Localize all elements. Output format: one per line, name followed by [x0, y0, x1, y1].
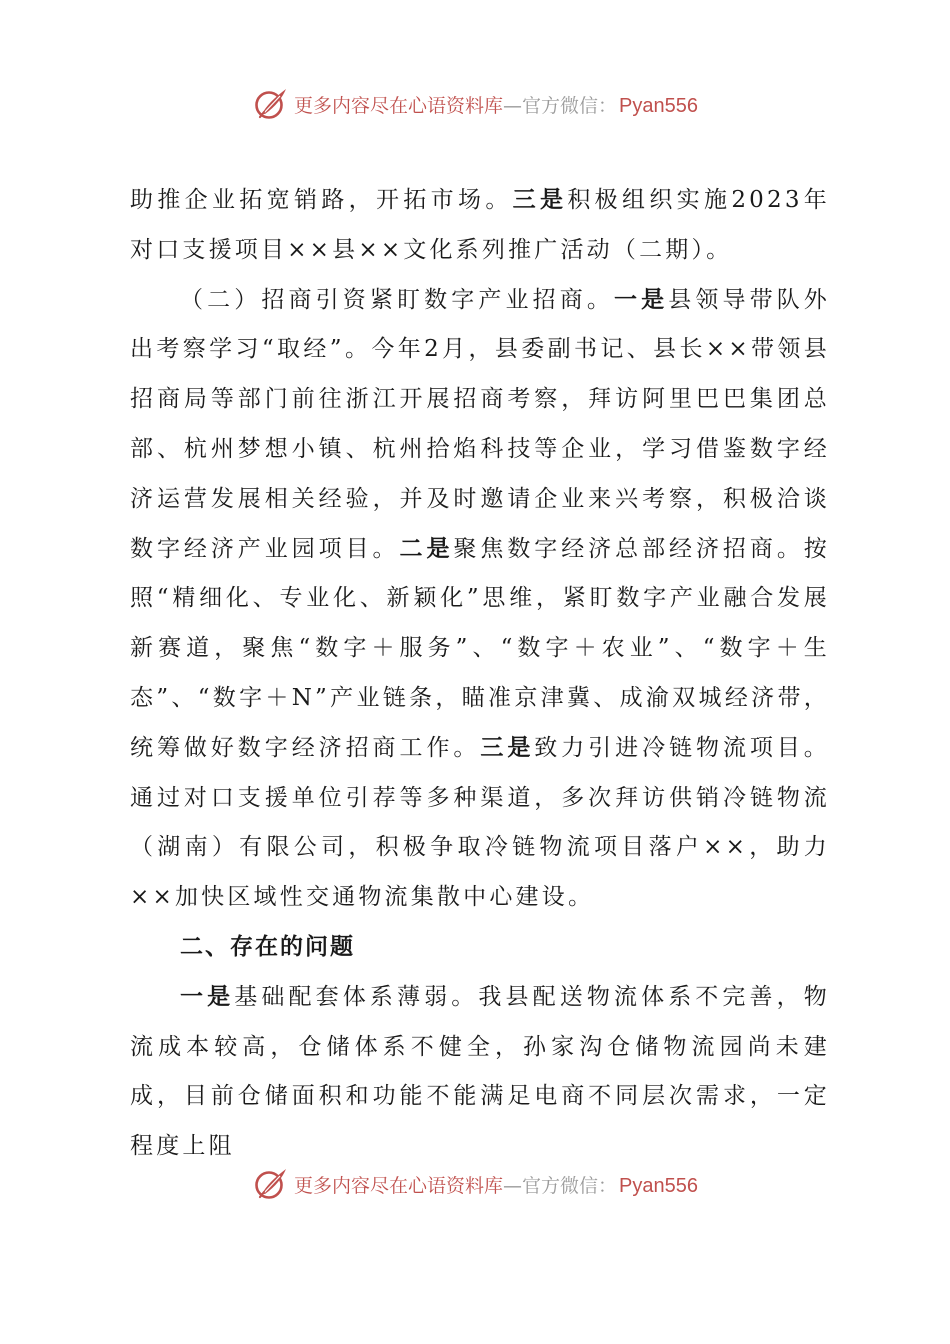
bold-lead: 三是 [480, 734, 535, 761]
banner-wechat-id: Pyan556 [619, 94, 698, 117]
paragraph-investment [130, 276, 830, 923]
bottom-watermark-banner [0, 1162, 950, 1206]
banner-main-text: 更多内容尽在心语资料库 [294, 94, 504, 117]
paragraph-text: 积极组织实施2023年对口支援项目××县××文化系列推广活动（二期）。 [130, 187, 830, 263]
banner-wechat-id: Pyan556 [619, 1174, 698, 1197]
bold-lead: 三是 [512, 187, 568, 213]
banner-dash: — [503, 94, 523, 117]
paragraph-text: 县领导带队外出考察学习“取经”。今年2月，县委副书记、县长××带领县招商局等部门前往浙江开展招商考察，拜访阿里巴巴集团总部、杭州梦想小镇、杭州拾焰科技等企业，学习借鉴数字经济运营发展相关经验，并及时邀请企业来兴考察，积极洽谈数字经济产业园项目。 [130, 286, 831, 562]
bold-lead: 一是 [613, 286, 669, 313]
feather-pen-logo-icon [252, 84, 292, 124]
section-heading-text: 二、存在的问题 [180, 933, 355, 960]
section-heading [130, 923, 830, 973]
bold-lead: 一是 [180, 983, 235, 1010]
paragraph-continuation [130, 176, 830, 276]
paragraph-text: 助推企业拓宽销路，开拓市场。 [130, 187, 513, 213]
banner-dash: — [503, 1174, 523, 1197]
banner-wechat-label: 官方微信： [522, 94, 618, 117]
paragraph-problems [130, 973, 830, 1172]
bold-lead: 二是 [399, 535, 454, 562]
paragraph-text: 致力引进冷链物流项目。通过对口支援单位引荐等多种渠道，多次拜访供销冷链物流（湖南）有限公司，积极争取冷链物流项目落户××，助力××加快区域性交通物流集散中心建设。 [130, 734, 830, 911]
banner-text [294, 91, 698, 118]
top-watermark-banner [0, 82, 950, 126]
feather-pen-logo-icon [252, 1164, 292, 1204]
paragraph-text: （二）招商引资紧盯数字产业招商。 [180, 286, 614, 313]
banner-wechat-label: 官方微信： [522, 1174, 618, 1197]
document-body [130, 176, 830, 1172]
banner-main-text: 更多内容尽在心语资料库 [294, 1174, 504, 1197]
paragraph-text: 聚焦数字经济总部经济招商。按照“精细化、专业化、新颖化”思维，紧盯数字产业融合发展新赛道，聚焦“数字＋服务”、“数字＋农业”、“数字＋生态”、“数字＋N”产业链条，瞄准京津冀、成渝双城经济带，统筹做好数字经济招商工作。 [130, 535, 830, 761]
paragraph-text: 基础配套体系薄弱。我县配送物流体系不完善，物流成本较高，仓储体系不健全，孙家沟仓储物流园尚未建成，目前仓储面积和功能不能满足电商不同层次需求，一定程度上阻 [130, 983, 830, 1160]
banner-text [294, 1171, 698, 1198]
